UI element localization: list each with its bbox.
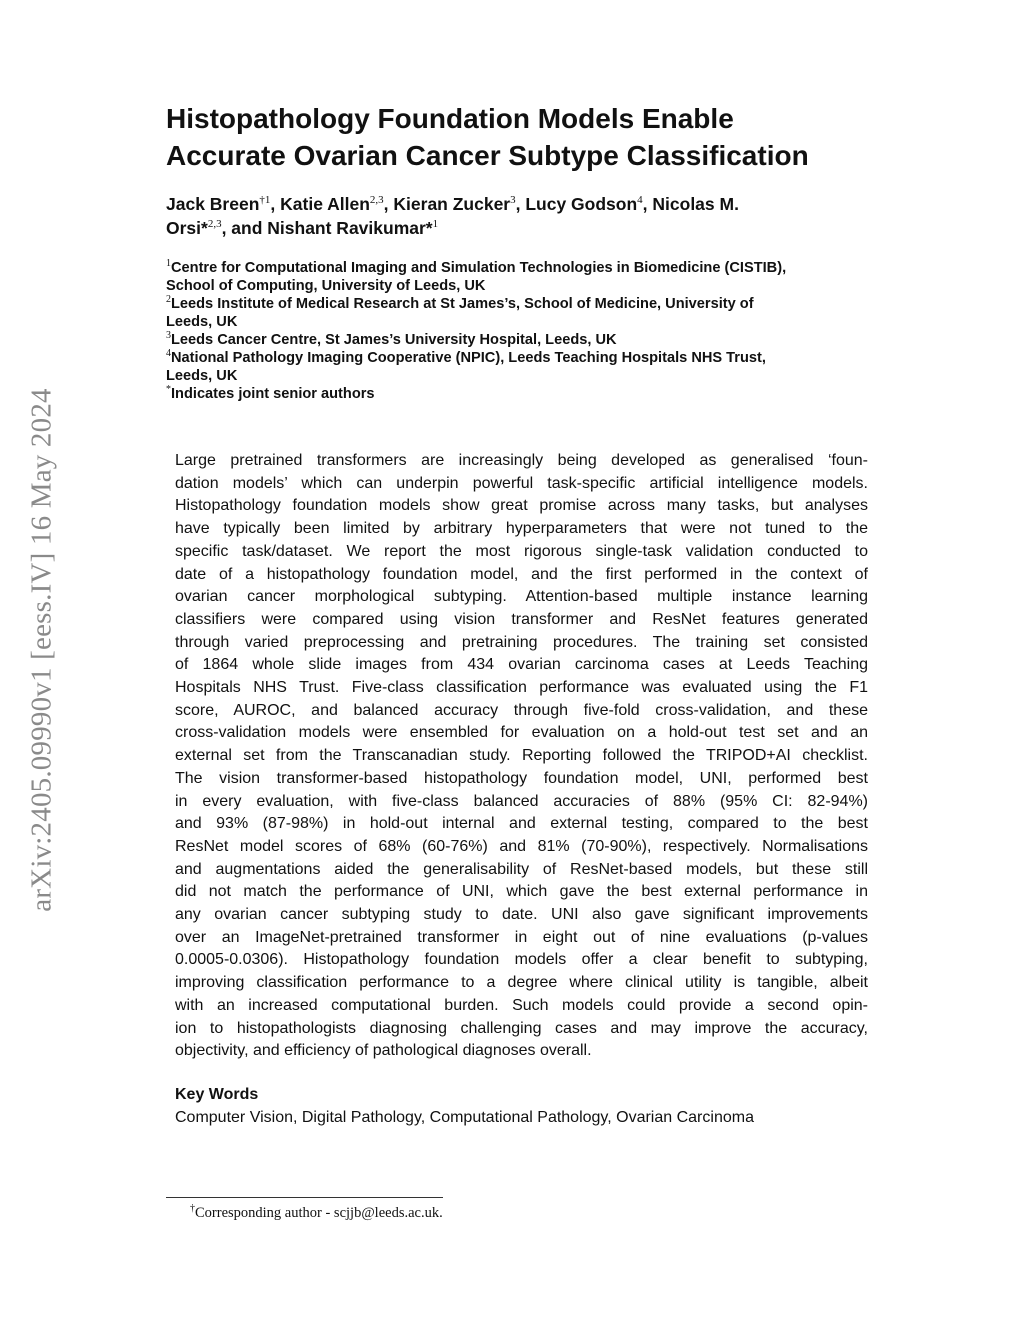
- paper-title: [166, 100, 926, 174]
- abstract-line: ion to histopathologists diagnosing challenging cases and may improve the accuracy,: [175, 1019, 868, 1037]
- abstract-line: over an ImageNet-pretrained transformer in eight out of nine evaluations (p-values: [175, 928, 868, 946]
- footnote: [190, 1203, 443, 1223]
- author-name: , Nicolas M.: [642, 194, 739, 214]
- author-line: [166, 192, 926, 216]
- keywords-heading: Key Words: [175, 1086, 259, 1103]
- affiliation-text: Leeds Cancer Centre, St James’s University Hospital, Leeds, UK: [171, 332, 617, 348]
- author-superscript: 1: [432, 218, 439, 231]
- abstract-line: score, AUROC, and balanced accuracy through five-fold cross-validation, and these: [175, 701, 868, 719]
- abstract-line: improving classification performance to a degree where clinical utility is tangible, albeit: [175, 974, 868, 992]
- abstract-line: Histopathology foundation models show great promise across many tasks, but analyses: [175, 497, 868, 515]
- abstract-line: have typically been limited by arbitrary hyperparameters that were not tuned to the: [175, 520, 868, 538]
- arxiv-identifier-stamp: arXiv:2405.09990v1 [eess.IV] 16 May 2024: [25, 388, 58, 912]
- author-name: , Kieran Zucker: [383, 194, 511, 214]
- author-superscript: 4: [637, 194, 643, 207]
- abstract-line: objectivity, and efficiency of pathological diagnoses overall.: [175, 1042, 592, 1060]
- abstract-line: in every evaluation, with five-class balanced accuracies of 88% (95% CI: 82-94%): [175, 792, 868, 810]
- affiliation-line: [166, 259, 886, 277]
- affiliation-superscript: 2: [166, 294, 171, 306]
- abstract-line: Large pretrained transformers are increasingly being developed as generalised ‘foun-: [175, 452, 868, 469]
- affiliation-superscript: 4: [166, 348, 171, 360]
- author-superscript: 2,3: [207, 218, 222, 231]
- affiliation-line: [166, 385, 886, 403]
- affiliation-line: [166, 295, 886, 313]
- author-name: , Katie Allen: [270, 194, 370, 214]
- abstract-line: and augmentations aided the generalisability of ResNet-based models, but these still: [175, 860, 868, 878]
- author-name: Orsi*: [166, 218, 208, 238]
- footnote-rule: [166, 1197, 443, 1198]
- affiliation-text: Leeds Institute of Medical Research at St James’s, School of Medicine, University of: [171, 296, 754, 312]
- affiliation-line: School of Computing, University of Leeds, UK: [166, 278, 486, 294]
- abstract-line: external set from the Transcanadian study. Reporting followed the TRIPOD+AI checklist.: [175, 747, 868, 765]
- abstract-line: through varied preprocessing and pretraining procedures. The training set consisted: [175, 633, 868, 651]
- title-line: Accurate Ovarian Cancer Subtype Classification: [166, 140, 809, 171]
- footnote-text: Corresponding author - scjjb@leeds.ac.uk.: [195, 1205, 443, 1221]
- abstract-line: ResNet model scores of 68% (60-76%) and 81% (70-90%), respectively. Normalisations: [175, 837, 868, 855]
- abstract-line: and 93% (87-98%) in hold-out internal and external testing, compared to the best: [175, 815, 868, 833]
- author-superscript: 2,3: [369, 194, 384, 207]
- affiliation-line: Leeds, UK: [166, 314, 238, 330]
- abstract-line: classifiers were compared using vision transformer and ResNet features generated: [175, 610, 868, 628]
- abstract-line: The vision transformer-based histopathology foundation model, UNI, performed best: [175, 769, 868, 787]
- abstract-line: of 1864 whole slide images from 434 ovarian carcinoma cases at Leeds Teaching: [175, 656, 868, 674]
- abstract-line: specific task/dataset. We report the most rigorous single-task validation conducted to: [175, 542, 868, 560]
- abstract-line: dation models’ which can underpin powerful task-specific artificial intelligence models.: [175, 474, 868, 492]
- author-superscript: 3: [510, 194, 516, 207]
- title-line: Histopathology Foundation Models Enable: [166, 103, 734, 134]
- affiliation-superscript: *: [166, 384, 171, 396]
- affiliation-list: [166, 259, 886, 403]
- author-name: , Lucy Godson: [515, 194, 638, 214]
- abstract-line: 0.0005-0.0306). Histopathology foundation models offer a clear benefit to subtyping,: [175, 951, 868, 969]
- affiliation-line: [166, 331, 886, 349]
- author-list: [166, 192, 926, 240]
- abstract-line: date of a histopathology foundation model, and the first performed in the context of: [175, 565, 868, 583]
- abstract-line: any ovarian cancer subtyping study to date. UNI also gave significant improvements: [175, 906, 868, 924]
- author-name: Jack Breen: [166, 194, 260, 214]
- affiliation-note: Indicates joint senior authors: [171, 386, 375, 402]
- affiliation-superscript: 3: [166, 330, 171, 342]
- affiliation-text: Centre for Computational Imaging and Simulation Technologies in Biomedicine (CISTIB),: [171, 260, 787, 276]
- affiliation-superscript: 1: [166, 258, 171, 270]
- keywords-text: Computer Vision, Digital Pathology, Computational Pathology, Ovarian Carcinoma: [175, 1109, 754, 1126]
- affiliation-text: National Pathology Imaging Cooperative (NPIC), Leeds Teaching Hospitals NHS Trust,: [171, 350, 766, 366]
- affiliation-line: [166, 349, 886, 367]
- abstract-line: did not match the performance of UNI, which gave the best external performance in: [175, 883, 868, 901]
- author-name: , and Nishant Ravikumar*: [221, 218, 433, 238]
- author-line: [166, 216, 926, 240]
- affiliation-line: Leeds, UK: [166, 368, 238, 384]
- abstract-line: ovarian cancer morphological subtyping. Attention-based multiple instance learning: [175, 588, 868, 606]
- footnote-marker: †: [190, 1203, 195, 1215]
- author-superscript: †1: [259, 194, 271, 207]
- abstract-line: cross-validation models were ensembled for evaluation on a hold-out test set and an: [175, 724, 868, 742]
- abstract-line: with an increased computational burden. Such models could provide a second opin-: [175, 996, 868, 1014]
- abstract: [175, 450, 868, 1063]
- abstract-line: Hospitals NHS Trust. Five-class classification performance was evaluated using the F1: [175, 679, 868, 697]
